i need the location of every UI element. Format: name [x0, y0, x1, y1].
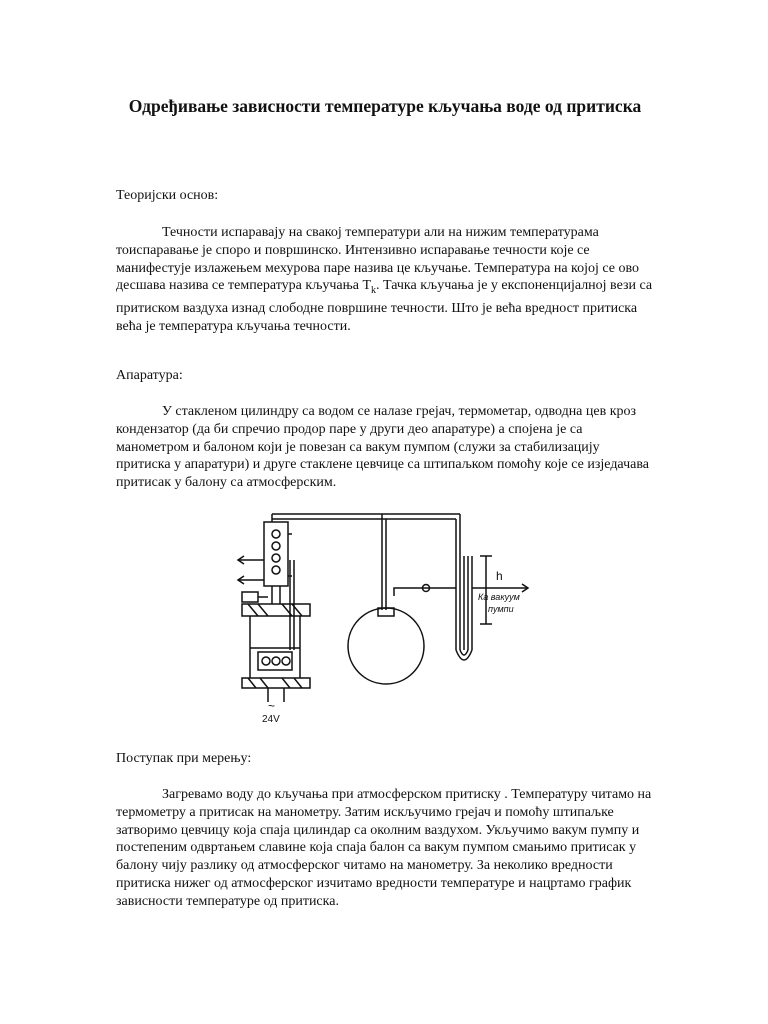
procedure-heading: Поступак при мерењу: [116, 751, 252, 766]
apparatus-heading: Апаратура: [116, 368, 183, 383]
procedure-paragraph: Загревамо воду до кључања при атмосферском притиску . Температуру читамо на термометру а притисак на манометру. Затим искључимо грејач и помоћу штипаљке затворимо цевчицу која спаја цилиндар са околним ваздухом. Укључимо вакум пумпу и постепеним одвртањем славине која спаја балон са вакум пумпом смањимо притисак у балону чију разлику од атмосферског читамо на манометру. За неколико вредности притиска нижег од атмосферског изчитамо вредности температуре и нацртамо график зависности температуре од притиска. [116, 787, 652, 909]
apparatus-diagram [228, 500, 568, 725]
apparatus-paragraph: У стакленом цилиндру са водом се налазе грејач, термометар, одводна цев кроз кондензатор (да би спречио продор паре у други део апаратуре) а спојена је са манометром и балоном који је повезан са вакум пумпом (служи за стабилизацију притиска у апаратури) и друге стаклене цевчице са штипаљком помоћу које се изједачава притисак у балону са атмосферским. [116, 404, 649, 491]
pump-label-2: пумпи [488, 604, 514, 614]
flask [348, 608, 424, 684]
clamp [242, 592, 258, 602]
pump-label-1: Ка вакуум [478, 592, 520, 602]
voltage-label: 24V [262, 714, 280, 725]
theory-text-part2: . Тачка кључања је у експоненцијалној вези са притиском ваздуха изнад слободне површине течности. Што је већа вредност притиска већа је температура кључања течности. [116, 278, 653, 334]
h-label: h [496, 569, 503, 583]
theory-text-part1: Течности испаравају на свакој температури али на нижим температурама тоиспаравање је споро и површинско. Интензивно испаравање течности које се манифестује излажењем мехурова паре назива це кључање. Температура на којој се ово десшава назива се температура кључања T [116, 225, 640, 294]
document-title: Одређивање зависности температуре кључања воде од притиска [128, 96, 642, 116]
theory-subscript: k [371, 285, 377, 297]
theory-paragraph [116, 224, 656, 336]
heater [258, 652, 292, 670]
theory-heading: Теоријски основ: [116, 188, 219, 203]
ac-symbol: ~ [268, 699, 276, 713]
